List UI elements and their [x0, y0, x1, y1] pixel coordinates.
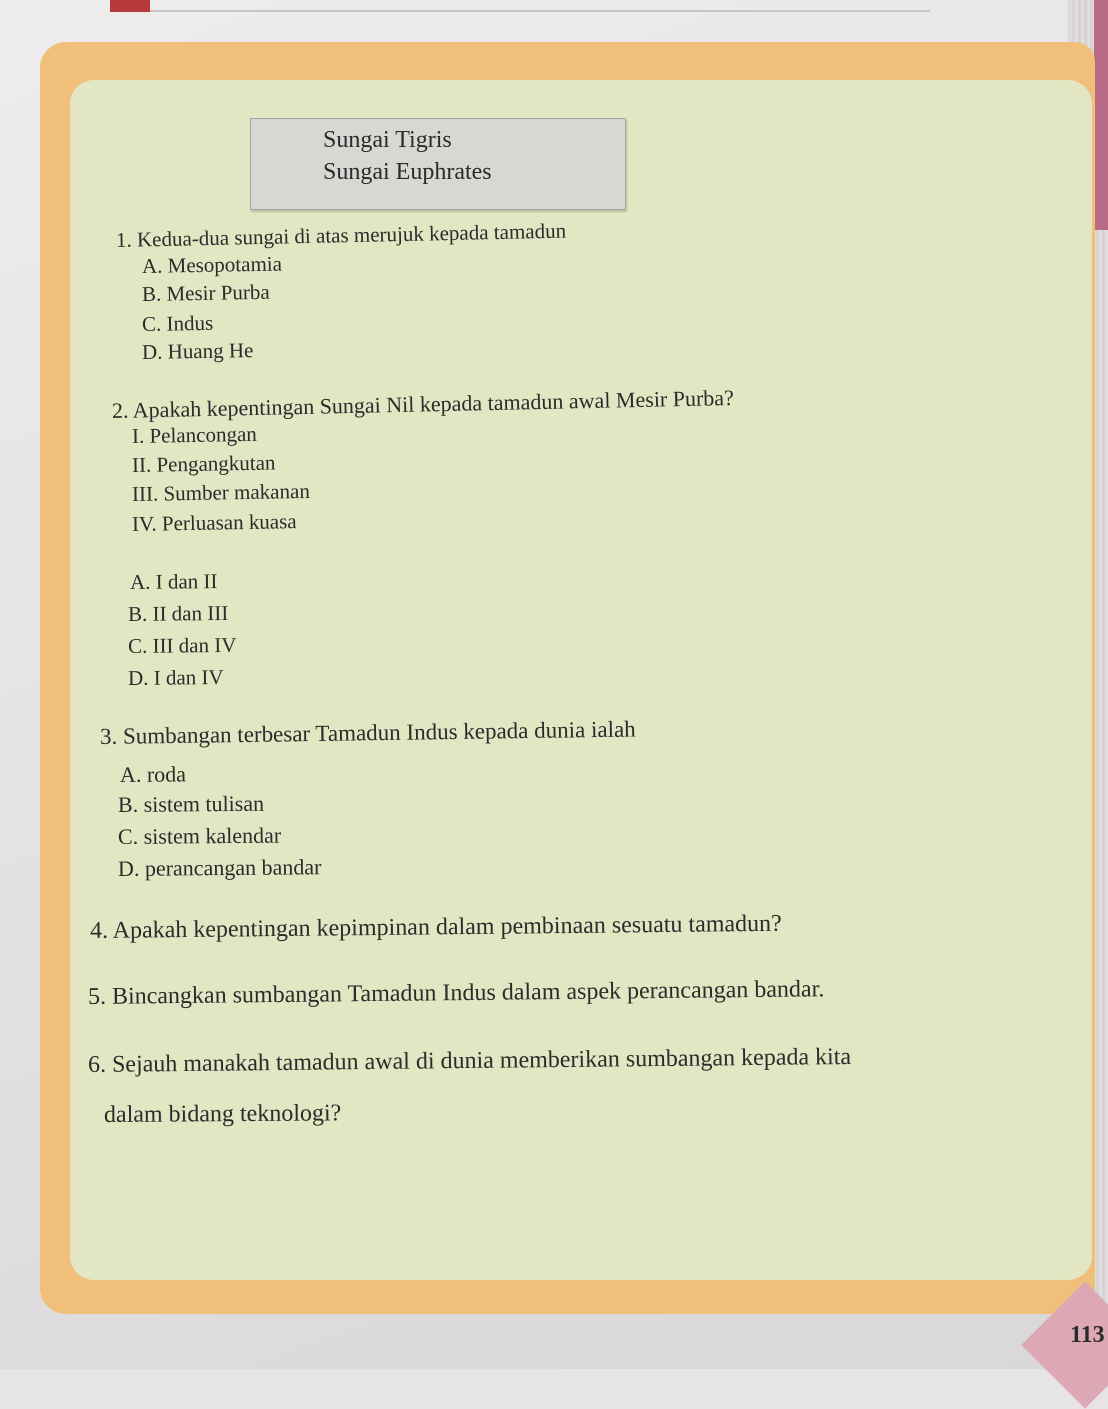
question-2-statement-4: IV. Perluasan kuasa [131, 509, 297, 536]
river-tigris: Sungai Tigris [323, 127, 452, 153]
question-3-option-c: C. sistem kalendar [117, 822, 282, 849]
question-2-statement-1: I. Pelancongan [131, 421, 257, 448]
question-3-option-a: A. roda [119, 761, 187, 787]
top-color-strip [110, 0, 150, 12]
question-2-option-a: A. I dan II [129, 569, 218, 594]
question-2-statement-2: II. Pengangkutan [131, 450, 276, 477]
question-1-option-c: C. Indus [141, 310, 214, 336]
question-2-option-b: B. II dan III [127, 600, 229, 626]
book-edge-tab [1094, 0, 1108, 230]
page-number: 113 [1070, 1322, 1105, 1348]
question-6-stem-line-2: dalam bidang teknologi? [103, 1100, 342, 1128]
question-4-stem: 4. Apakah kepentingan kepimpinan dalam pembinaan sesuatu tamadun? [89, 910, 782, 944]
top-edge-line [150, 10, 930, 12]
question-6-stem-line-1: 6. Sejauh manakah tamadun awal di dunia memberikan sumbangan kepada kita [87, 1044, 852, 1078]
question-1-option-b: B. Mesir Purba [141, 279, 270, 306]
question-5-stem: 5. Bincangkan sumbangan Tamadun Indus dalam aspek perancangan bandar. [87, 976, 825, 1010]
question-3-stem: 3. Sumbangan terbesar Tamadun Indus kepada dunia ialah [99, 716, 636, 749]
river-stimulus-box [250, 118, 626, 210]
question-2-option-d: D. I dan IV [127, 664, 224, 690]
river-euphrates: Sungai Euphrates [323, 159, 492, 185]
question-2-option-c: C. III dan IV [127, 632, 237, 658]
question-1-option-d: D. Huang He [141, 338, 254, 364]
question-2-stem: 2. Apakah kepentingan Sungai Nil kepada tamadun awal Mesir Purba? [111, 384, 735, 423]
question-1-option-a: A. Mesopotamia [141, 251, 283, 278]
question-2-statement-3: III. Sumber makanan [131, 478, 311, 506]
question-1-stem: 1. Kedua-dua sungai di atas merujuk kepada tamadun [115, 218, 567, 252]
question-3-option-b: B. sistem tulisan [117, 790, 265, 817]
question-3-option-d: D. perancangan bandar [117, 854, 322, 881]
